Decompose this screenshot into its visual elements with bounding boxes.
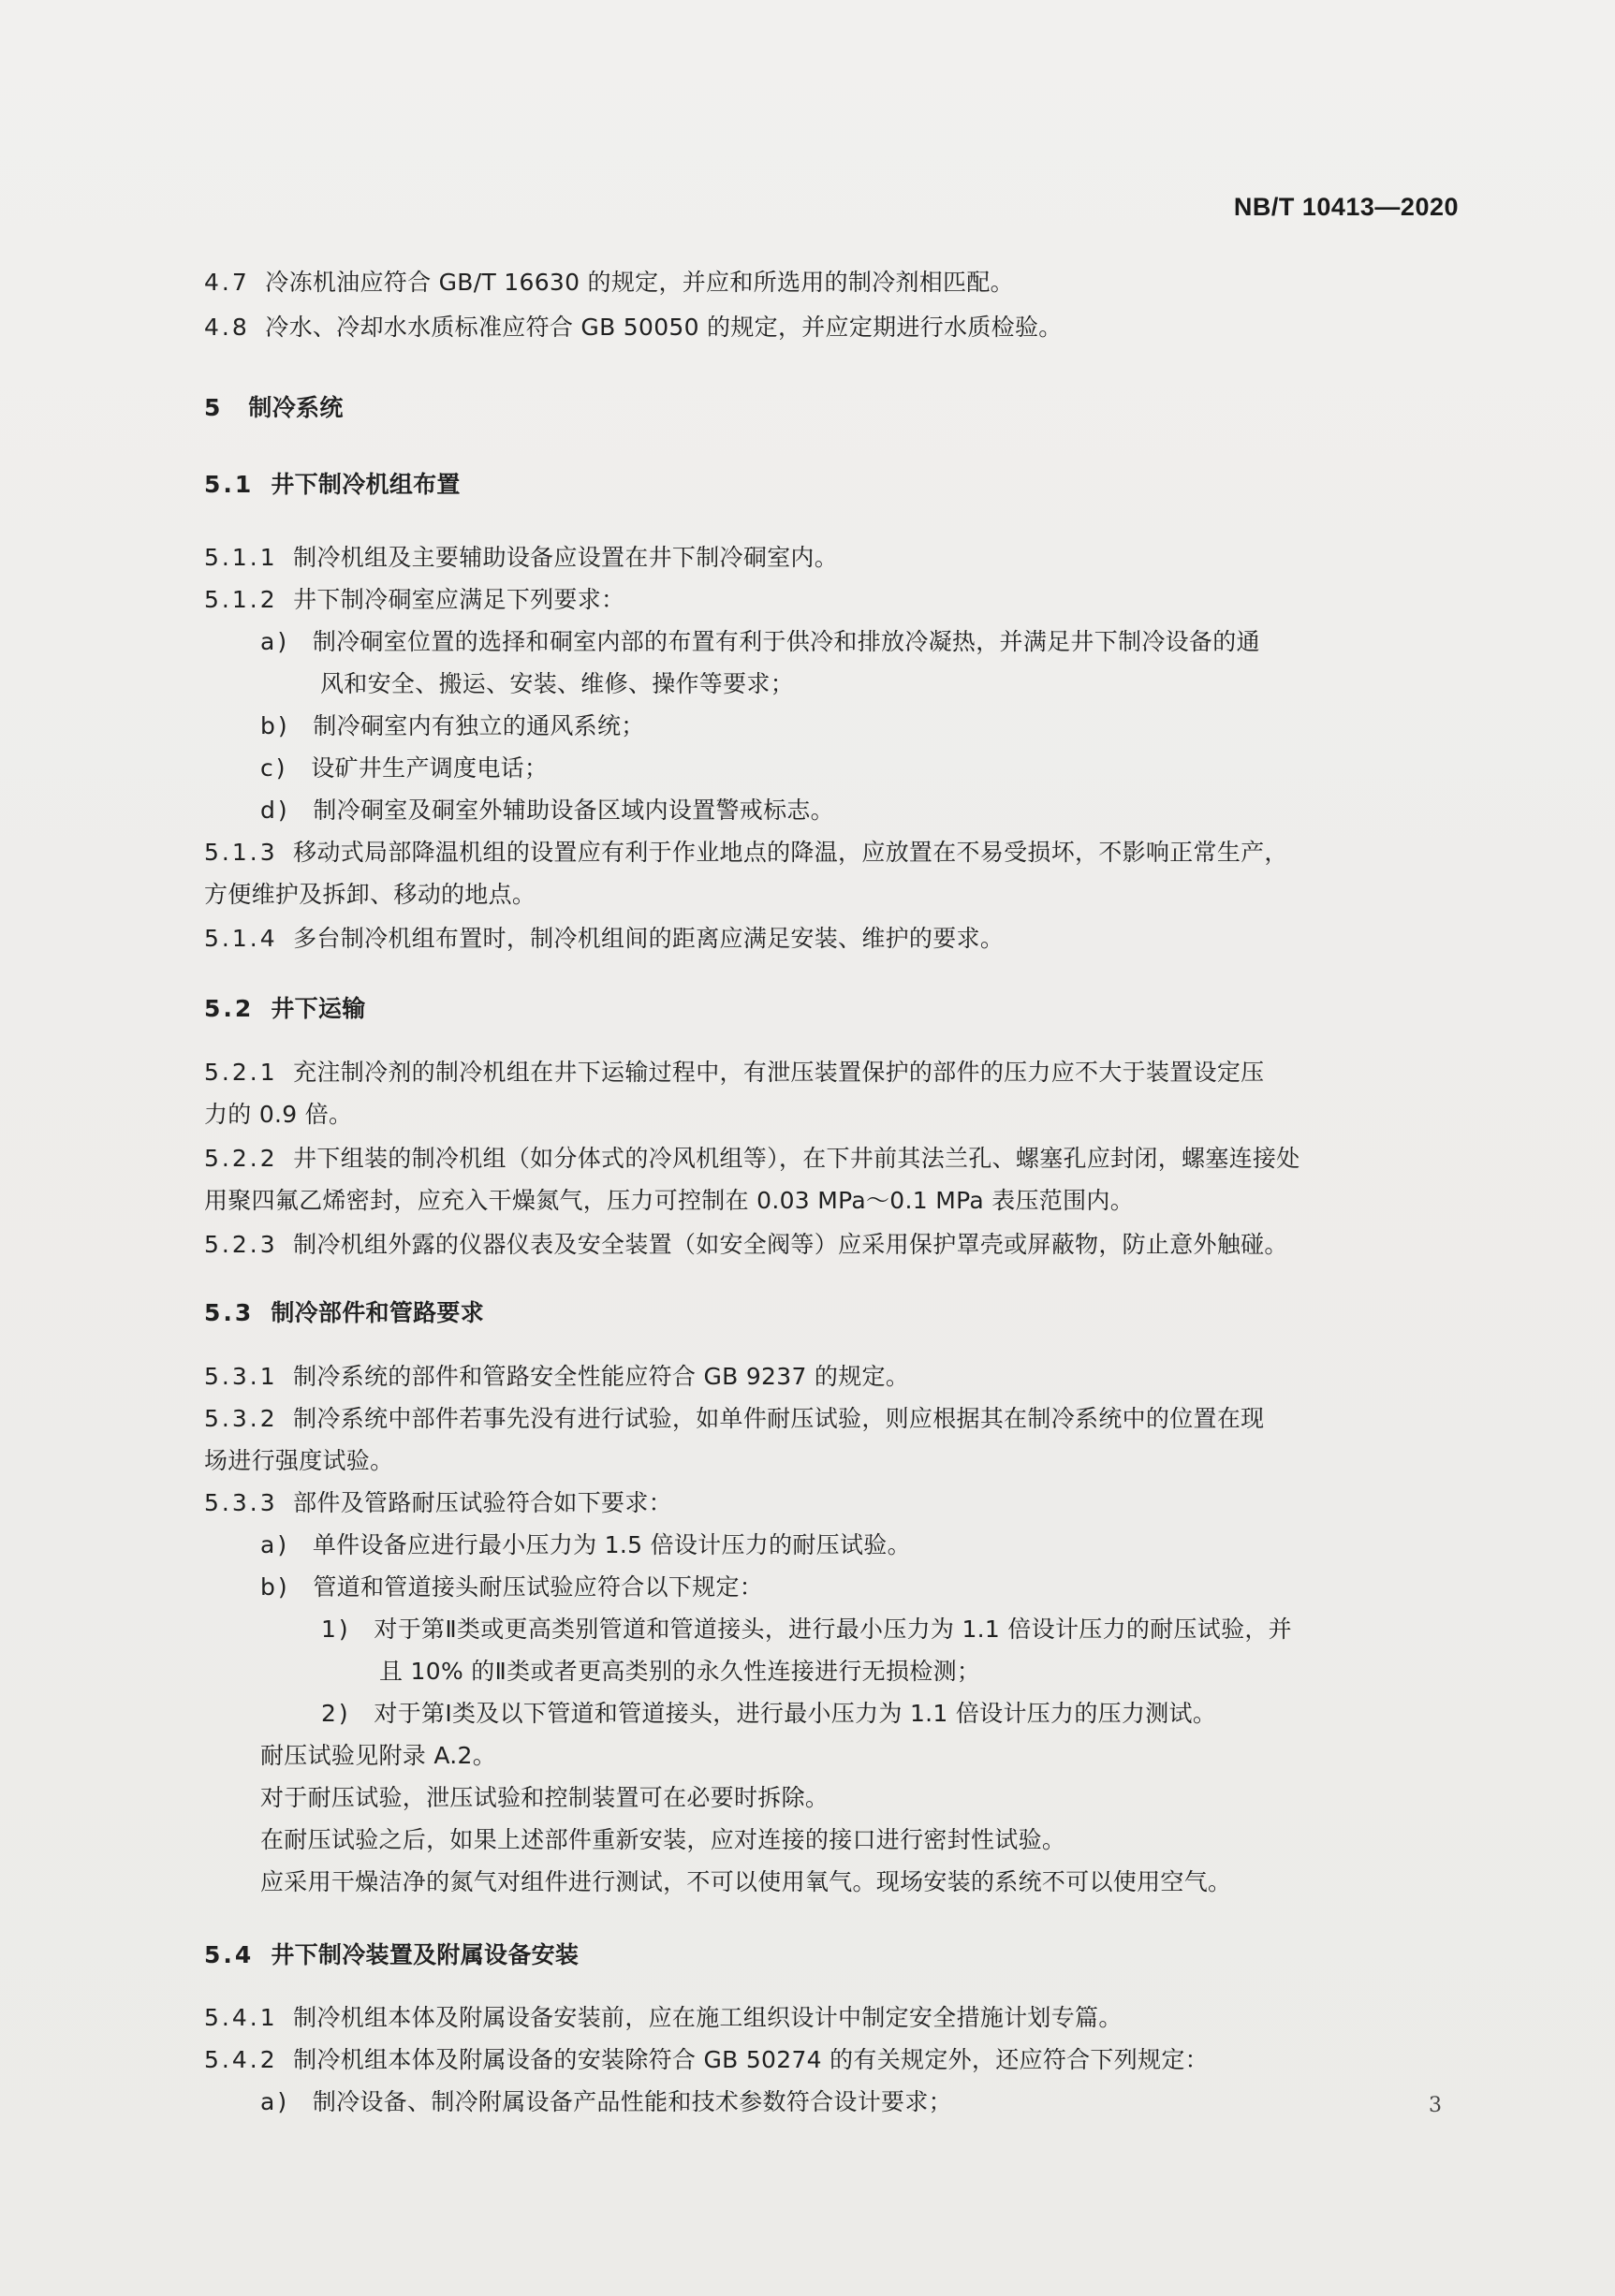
clause-text: 井下制冷硐室应满足下列要求： (293, 586, 625, 613)
section-heading-5-4 (204, 1940, 579, 1970)
sub-text: 且 10% 的Ⅱ类或者更高类别的永久性连接进行无损检测； (379, 1658, 981, 1685)
clause-text: 井下组装的制冷机组（如分体式的冷风机组等），在下井前其法兰孔、螺塞孔应封闭，螺塞连接处 (293, 1145, 1300, 1172)
sub-marker: 1) (321, 1616, 351, 1643)
section-heading-5-2 (204, 994, 366, 1024)
clause-number: 5.2.1 (204, 1059, 278, 1086)
section-number: 5.1 (204, 471, 255, 498)
clause-number: 4.8 (204, 314, 250, 341)
clause-text: 制冷机组外露的仪器仪表及安全装置（如安全阀等）应采用保护罩壳或屏蔽物，防止意外触碰。 (293, 1231, 1288, 1258)
clause-text: 制冷机组本体及附属设备安装前，应在施工组织设计中制定安全措施计划专篇。 (293, 2004, 1123, 2031)
clause-continuation (204, 1100, 352, 1130)
sub-item-1 (321, 1615, 1292, 1645)
list-text: 风和安全、搬运、安装、维修、操作等要求； (320, 670, 795, 697)
clause-number: 5.1.3 (204, 839, 278, 866)
clause-number: 5.4.1 (204, 2004, 278, 2031)
sub-item-2 (321, 1699, 1216, 1729)
sub-marker: 2) (321, 1700, 351, 1727)
clause-5-2-2 (204, 1144, 1300, 1174)
clause-text: 冷冻机油应符合 GB/T 16630 的规定，并应和所选用的制冷剂相匹配。 (265, 269, 1014, 296)
clause-4-8 (204, 313, 1063, 343)
clause-5-3-1 (204, 1362, 909, 1392)
clause-number: 5.2.3 (204, 1231, 278, 1258)
paragraph (260, 1825, 1065, 1855)
clause-text: 力的 0.9 倍。 (204, 1101, 353, 1128)
clause-text: 充注制冷剂的制冷机组在井下运输过程中，有泄压装置保护的部件的压力应不大于装置设定压 (293, 1059, 1265, 1086)
paragraph-text: 耐压试验见附录 A.2。 (260, 1742, 497, 1769)
section-title: 井下运输 (271, 995, 366, 1022)
section-number: 5.3 (204, 1299, 255, 1326)
clause-text: 移动式局部降温机组的设置应有利于作业地点的降温，应放置在不易受损坏，不影响正常生产， (293, 839, 1288, 866)
clause-4-7 (204, 268, 1014, 298)
list-text: 制冷硐室及硐室外辅助设备区域内设置警戒标志。 (313, 797, 834, 824)
clause-number: 5.2.2 (204, 1145, 278, 1172)
page-number: 3 (1429, 2094, 1442, 2117)
paragraph-text: 在耐压试验之后，如果上述部件重新安装，应对连接的接口进行密封性试验。 (260, 1826, 1066, 1853)
list-item-a (260, 2087, 952, 2117)
list-item-a (260, 627, 1260, 657)
list-marker: a) (260, 628, 290, 655)
section-heading-5-3 (204, 1298, 484, 1328)
list-marker: d) (260, 797, 290, 824)
clause-text: 用聚四氟乙烯密封，应充入干燥氮气，压力可控制在 0.03 MPa～0.1 MPa 表压范围内。 (204, 1187, 1134, 1214)
section-title: 制冷系统 (248, 394, 344, 421)
paragraph (260, 1741, 496, 1771)
clause-5-2-1 (204, 1058, 1264, 1088)
paragraph-text: 对于耐压试验，泄压试验和控制装置可在必要时拆除。 (260, 1784, 830, 1811)
clause-continuation (204, 880, 536, 910)
list-marker: b) (260, 712, 290, 739)
list-item-continuation (320, 669, 794, 699)
section-title: 制冷部件和管路要求 (271, 1299, 485, 1326)
clause-text: 场进行强度试验。 (204, 1447, 394, 1474)
clause-number: 5.3.3 (204, 1489, 278, 1516)
clause-number: 5.3.2 (204, 1405, 278, 1432)
section-number: 5.2 (204, 995, 255, 1022)
clause-5-1-3 (204, 838, 1288, 868)
clause-text: 冷水、冷却水水质标准应符合 GB 50050 的规定，并应定期进行水质检验。 (265, 314, 1063, 341)
list-marker: a) (260, 1531, 290, 1558)
clause-text: 制冷机组本体及附属设备的安装除符合 GB 50274 的有关规定外，还应符合下列规定： (293, 2046, 1209, 2073)
clause-number: 5.4.2 (204, 2046, 278, 2073)
list-text: 单件设备应进行最小压力为 1.5 倍设计压力的耐压试验。 (312, 1531, 911, 1558)
paragraph-text: 应采用干燥洁净的氮气对组件进行测试，不可以使用氧气。现场安装的系统不可以使用空气。 (260, 1868, 1232, 1895)
section-title: 井下制冷机组布置 (271, 471, 461, 498)
clause-5-1-1 (204, 543, 838, 573)
clause-text: 制冷系统的部件和管路安全性能应符合 GB 9237 的规定。 (293, 1363, 910, 1390)
clause-5-3-3 (204, 1488, 672, 1518)
clause-5-4-1 (204, 2003, 1123, 2033)
clause-number: 5.1.1 (204, 544, 278, 571)
clause-continuation (204, 1446, 393, 1476)
list-item-a (260, 1530, 911, 1560)
list-item-c (260, 753, 548, 783)
standard-code: NB/T 10413—2020 (1233, 193, 1459, 221)
clause-text: 制冷系统中部件若事先没有进行试验，如单件耐压试验，则应根据其在制冷系统中的位置在现 (293, 1405, 1265, 1432)
clause-number: 4.7 (204, 269, 250, 296)
clause-5-4-2 (204, 2045, 1209, 2075)
list-text: 设矿井生产调度电话； (311, 754, 549, 782)
sub-text: 对于第Ⅱ类或更高类别管道和管道接头，进行最小压力为 1.1 倍设计压力的耐压试验，并 (374, 1616, 1292, 1643)
section-title: 井下制冷装置及附属设备安装 (271, 1941, 580, 1968)
list-text: 制冷硐室内有独立的通风系统； (313, 712, 645, 739)
clause-text: 方便维护及拆卸、移动的地点。 (204, 881, 536, 908)
paragraph (260, 1783, 829, 1813)
list-item-b (260, 711, 645, 741)
list-item-b (260, 1572, 763, 1602)
clause-5-3-2 (204, 1404, 1264, 1434)
clause-text: 多台制冷机组布置时，制冷机组间的距离应满足安装、维护的要求。 (293, 925, 1005, 952)
clause-5-2-3 (204, 1230, 1288, 1260)
clause-number: 5.1.2 (204, 586, 278, 613)
clause-number: 5.1.4 (204, 925, 278, 952)
section-heading-5-1 (204, 470, 461, 500)
sub-item-continuation (379, 1657, 980, 1687)
list-text: 管道和管道接头耐压试验应符合以下规定： (313, 1573, 764, 1601)
list-text: 制冷设备、制冷附属设备产品性能和技术参数符合设计要求； (312, 2088, 952, 2115)
clause-text: 制冷机组及主要辅助设备应设置在井下制冷硐室内。 (293, 544, 839, 571)
clause-number: 5.3.1 (204, 1363, 278, 1390)
list-marker: c) (260, 754, 288, 782)
section-heading-5 (204, 393, 344, 423)
section-number: 5.4 (204, 1941, 255, 1968)
list-marker: a) (260, 2088, 290, 2115)
list-text: 制冷硐室位置的选择和硐室内部的布置有利于供冷和排放冷凝热，并满足井下制冷设备的通 (312, 628, 1260, 655)
clause-5-1-2 (204, 585, 624, 615)
clause-continuation (204, 1186, 1134, 1216)
sub-text: 对于第Ⅰ类及以下管道和管道接头，进行最小压力为 1.1 倍设计压力的压力测试。 (374, 1700, 1217, 1727)
clause-5-1-4 (204, 924, 1004, 954)
list-marker: b) (260, 1573, 290, 1601)
paragraph (260, 1867, 1231, 1897)
list-item-d (260, 796, 834, 826)
section-number: 5 (204, 394, 224, 421)
clause-text: 部件及管路耐压试验符合如下要求： (293, 1489, 672, 1516)
